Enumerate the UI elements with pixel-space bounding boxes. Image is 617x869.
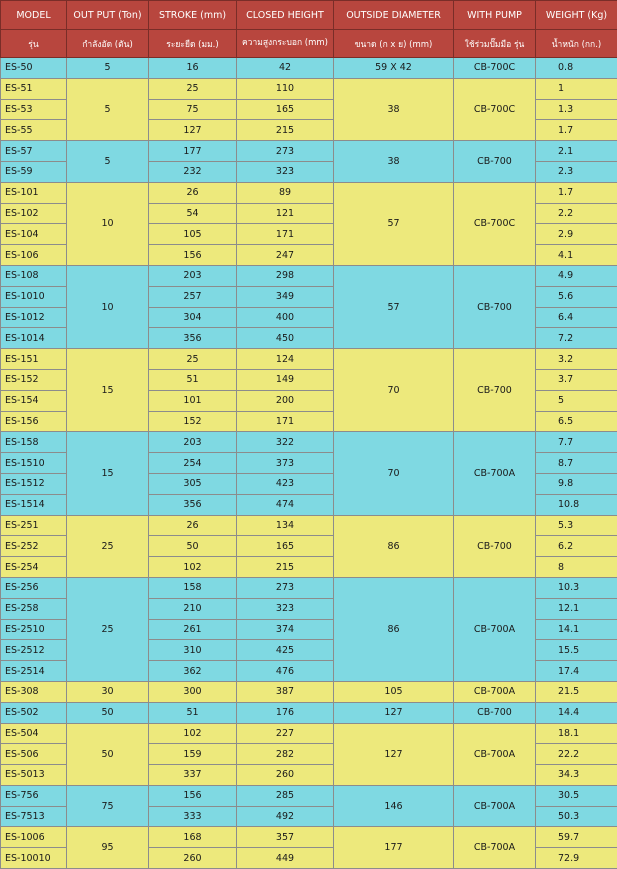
cell-outside-diameter: 57 bbox=[334, 182, 454, 265]
cell-closed-height: 450 bbox=[237, 328, 334, 349]
cell-model: ES-502 bbox=[1, 702, 67, 723]
cell-closed-height: 200 bbox=[237, 390, 334, 411]
cell-with-pump: CB-700 bbox=[454, 265, 536, 348]
table-row bbox=[1, 265, 617, 286]
cell-stroke: 333 bbox=[149, 806, 237, 827]
cell-weight: 1.7 bbox=[536, 182, 617, 203]
cell-stroke: 304 bbox=[149, 307, 237, 328]
cell-weight: 14.1 bbox=[536, 619, 617, 640]
header-stroke: STROKE (mm) bbox=[149, 1, 237, 30]
cell-output: 5 bbox=[67, 141, 149, 183]
cell-stroke: 356 bbox=[149, 494, 237, 515]
cell-closed-height: 322 bbox=[237, 432, 334, 453]
cell-closed-height: 171 bbox=[237, 224, 334, 245]
cell-stroke: 156 bbox=[149, 245, 237, 266]
cell-model: ES-59 bbox=[1, 161, 67, 182]
cell-closed-height: 171 bbox=[237, 411, 334, 432]
cell-weight: 2.9 bbox=[536, 224, 617, 245]
cell-model: ES-104 bbox=[1, 224, 67, 245]
cell-with-pump: CB-700A bbox=[454, 681, 536, 702]
cell-weight: 1.7 bbox=[536, 120, 617, 141]
cell-outside-diameter: 105 bbox=[334, 681, 454, 702]
cell-with-pump: CB-700A bbox=[454, 723, 536, 785]
subheader-stroke: ระยะยืด (มม.) bbox=[149, 30, 237, 58]
cell-closed-height: 323 bbox=[237, 161, 334, 182]
cell-weight: 4.9 bbox=[536, 265, 617, 286]
cell-weight: 10.3 bbox=[536, 577, 617, 598]
cell-output: 50 bbox=[67, 723, 149, 785]
cell-stroke: 75 bbox=[149, 99, 237, 120]
table-row bbox=[1, 78, 617, 99]
cell-weight: 8 bbox=[536, 557, 617, 578]
cell-weight: 1 bbox=[536, 78, 617, 99]
cell-outside-diameter: 57 bbox=[334, 265, 454, 348]
cell-stroke: 51 bbox=[149, 702, 237, 723]
cell-stroke: 25 bbox=[149, 78, 237, 99]
cell-model: ES-1510 bbox=[1, 453, 67, 474]
table-body bbox=[1, 58, 617, 869]
cell-closed-height: 387 bbox=[237, 681, 334, 702]
cell-model: ES-2514 bbox=[1, 661, 67, 682]
cell-stroke: 16 bbox=[149, 58, 237, 79]
cell-closed-height: 260 bbox=[237, 765, 334, 786]
cell-weight: 72.9 bbox=[536, 848, 617, 869]
cell-outside-diameter: 86 bbox=[334, 515, 454, 577]
cell-model: ES-55 bbox=[1, 120, 67, 141]
cell-with-pump: CB-700A bbox=[454, 785, 536, 827]
header-row-thai bbox=[1, 30, 617, 58]
cell-stroke: 54 bbox=[149, 203, 237, 224]
table-row bbox=[1, 515, 617, 536]
cell-with-pump: CB-700A bbox=[454, 827, 536, 869]
cell-closed-height: 282 bbox=[237, 744, 334, 765]
cell-stroke: 260 bbox=[149, 848, 237, 869]
subheader-with-pump: ใช้ร่วมปั๊มมือ รุ่น bbox=[454, 30, 536, 58]
cell-closed-height: 476 bbox=[237, 661, 334, 682]
cell-closed-height: 110 bbox=[237, 78, 334, 99]
cell-weight: 4.1 bbox=[536, 245, 617, 266]
cell-stroke: 203 bbox=[149, 432, 237, 453]
cell-stroke: 177 bbox=[149, 141, 237, 162]
cell-weight: 5 bbox=[536, 390, 617, 411]
cell-closed-height: 425 bbox=[237, 640, 334, 661]
cell-model: ES-154 bbox=[1, 390, 67, 411]
table-row bbox=[1, 702, 617, 723]
header-closed-height: CLOSED HEIGHT bbox=[237, 1, 334, 30]
cell-closed-height: 227 bbox=[237, 723, 334, 744]
cell-model: ES-10010 bbox=[1, 848, 67, 869]
cell-weight: 6.4 bbox=[536, 307, 617, 328]
header-weight: WEIGHT (Kg) bbox=[536, 1, 617, 30]
cell-weight: 7.2 bbox=[536, 328, 617, 349]
cell-stroke: 261 bbox=[149, 619, 237, 640]
cell-with-pump: CB-700A bbox=[454, 432, 536, 515]
cell-closed-height: 492 bbox=[237, 806, 334, 827]
cell-closed-height: 323 bbox=[237, 598, 334, 619]
cell-model: ES-50 bbox=[1, 58, 67, 79]
cell-weight: 18.1 bbox=[536, 723, 617, 744]
cell-stroke: 127 bbox=[149, 120, 237, 141]
cell-stroke: 305 bbox=[149, 473, 237, 494]
cell-closed-height: 149 bbox=[237, 369, 334, 390]
table-row bbox=[1, 827, 617, 848]
cell-stroke: 102 bbox=[149, 723, 237, 744]
cell-model: ES-251 bbox=[1, 515, 67, 536]
cell-stroke: 159 bbox=[149, 744, 237, 765]
cell-model: ES-252 bbox=[1, 536, 67, 557]
table-header bbox=[1, 1, 617, 58]
cell-model: ES-102 bbox=[1, 203, 67, 224]
cell-closed-height: 89 bbox=[237, 182, 334, 203]
table-row bbox=[1, 58, 617, 79]
cell-weight: 10.8 bbox=[536, 494, 617, 515]
cell-output: 95 bbox=[67, 827, 149, 869]
cell-stroke: 25 bbox=[149, 349, 237, 370]
cell-outside-diameter: 38 bbox=[334, 141, 454, 183]
cell-output: 30 bbox=[67, 681, 149, 702]
cell-closed-height: 215 bbox=[237, 120, 334, 141]
cell-output: 5 bbox=[67, 78, 149, 140]
cell-weight: 6.5 bbox=[536, 411, 617, 432]
cell-with-pump: CB-700 bbox=[454, 702, 536, 723]
subheader-weight: น้ำหนัก (กก.) bbox=[536, 30, 617, 58]
cell-output: 50 bbox=[67, 702, 149, 723]
cell-stroke: 158 bbox=[149, 577, 237, 598]
subheader-closed-height: ความสูงกระบอก (mm) bbox=[237, 30, 334, 58]
cell-stroke: 257 bbox=[149, 286, 237, 307]
table-row bbox=[1, 681, 617, 702]
cell-weight: 2.3 bbox=[536, 161, 617, 182]
cell-with-pump: CB-700C bbox=[454, 78, 536, 140]
cell-closed-height: 42 bbox=[237, 58, 334, 79]
cell-outside-diameter: 127 bbox=[334, 702, 454, 723]
cell-stroke: 101 bbox=[149, 390, 237, 411]
header-row-english bbox=[1, 1, 617, 30]
subheader-output: กำลังอัด (ตัน) bbox=[67, 30, 149, 58]
cell-stroke: 102 bbox=[149, 557, 237, 578]
cell-with-pump: CB-700C bbox=[454, 182, 536, 265]
cell-weight: 8.7 bbox=[536, 453, 617, 474]
cell-model: ES-308 bbox=[1, 681, 67, 702]
cell-model: ES-1012 bbox=[1, 307, 67, 328]
cell-closed-height: 357 bbox=[237, 827, 334, 848]
cell-model: ES-5013 bbox=[1, 765, 67, 786]
table-row bbox=[1, 577, 617, 598]
cell-outside-diameter: 146 bbox=[334, 785, 454, 827]
cell-model: ES-158 bbox=[1, 432, 67, 453]
cell-model: ES-256 bbox=[1, 577, 67, 598]
cell-weight: 50.3 bbox=[536, 806, 617, 827]
cell-weight: 21.5 bbox=[536, 681, 617, 702]
table-row bbox=[1, 785, 617, 806]
cell-model: ES-101 bbox=[1, 182, 67, 203]
header-model: MODEL bbox=[1, 1, 67, 30]
cell-model: ES-258 bbox=[1, 598, 67, 619]
cell-closed-height: 474 bbox=[237, 494, 334, 515]
cell-output: 10 bbox=[67, 182, 149, 265]
cell-outside-diameter: 59 X 42 bbox=[334, 58, 454, 79]
header-output: OUT PUT (Ton) bbox=[67, 1, 149, 30]
cell-closed-height: 165 bbox=[237, 536, 334, 557]
cell-output: 25 bbox=[67, 577, 149, 681]
cell-model: ES-152 bbox=[1, 369, 67, 390]
cell-closed-height: 176 bbox=[237, 702, 334, 723]
header-with-pump: WITH PUMP bbox=[454, 1, 536, 30]
cell-weight: 2.2 bbox=[536, 203, 617, 224]
cell-stroke: 232 bbox=[149, 161, 237, 182]
cell-model: ES-2510 bbox=[1, 619, 67, 640]
cell-weight: 14.4 bbox=[536, 702, 617, 723]
table-row bbox=[1, 182, 617, 203]
cell-stroke: 310 bbox=[149, 640, 237, 661]
cell-closed-height: 349 bbox=[237, 286, 334, 307]
cell-stroke: 203 bbox=[149, 265, 237, 286]
cell-stroke: 210 bbox=[149, 598, 237, 619]
cell-weight: 3.7 bbox=[536, 369, 617, 390]
cell-model: ES-156 bbox=[1, 411, 67, 432]
cell-outside-diameter: 38 bbox=[334, 78, 454, 140]
cell-outside-diameter: 127 bbox=[334, 723, 454, 785]
cell-stroke: 50 bbox=[149, 536, 237, 557]
cell-model: ES-506 bbox=[1, 744, 67, 765]
cell-stroke: 26 bbox=[149, 182, 237, 203]
cell-model: ES-7513 bbox=[1, 806, 67, 827]
cell-closed-height: 165 bbox=[237, 99, 334, 120]
cell-output: 15 bbox=[67, 349, 149, 432]
cell-stroke: 362 bbox=[149, 661, 237, 682]
cell-weight: 5.3 bbox=[536, 515, 617, 536]
header-outside-diameter: OUTSIDE DIAMETER bbox=[334, 1, 454, 30]
cell-model: ES-1514 bbox=[1, 494, 67, 515]
cell-closed-height: 215 bbox=[237, 557, 334, 578]
cell-output: 25 bbox=[67, 515, 149, 577]
cell-stroke: 300 bbox=[149, 681, 237, 702]
cell-output: 10 bbox=[67, 265, 149, 348]
cell-closed-height: 423 bbox=[237, 473, 334, 494]
cell-model: ES-151 bbox=[1, 349, 67, 370]
cell-model: ES-57 bbox=[1, 141, 67, 162]
table-row bbox=[1, 432, 617, 453]
cell-weight: 7.7 bbox=[536, 432, 617, 453]
cell-weight: 6.2 bbox=[536, 536, 617, 557]
cell-model: ES-53 bbox=[1, 99, 67, 120]
cell-weight: 0.8 bbox=[536, 58, 617, 79]
cell-stroke: 105 bbox=[149, 224, 237, 245]
cell-weight: 22.2 bbox=[536, 744, 617, 765]
cell-output: 5 bbox=[67, 58, 149, 79]
cell-model: ES-1010 bbox=[1, 286, 67, 307]
cell-weight: 34.3 bbox=[536, 765, 617, 786]
cell-closed-height: 400 bbox=[237, 307, 334, 328]
cell-closed-height: 285 bbox=[237, 785, 334, 806]
cell-with-pump: CB-700C bbox=[454, 58, 536, 79]
cell-closed-height: 124 bbox=[237, 349, 334, 370]
cell-outside-diameter: 177 bbox=[334, 827, 454, 869]
cell-stroke: 356 bbox=[149, 328, 237, 349]
cell-closed-height: 374 bbox=[237, 619, 334, 640]
cell-closed-height: 273 bbox=[237, 577, 334, 598]
cell-weight: 59.7 bbox=[536, 827, 617, 848]
table-row bbox=[1, 349, 617, 370]
cell-closed-height: 134 bbox=[237, 515, 334, 536]
cell-weight: 15.5 bbox=[536, 640, 617, 661]
cell-with-pump: CB-700 bbox=[454, 141, 536, 183]
cell-outside-diameter: 70 bbox=[334, 349, 454, 432]
cell-model: ES-504 bbox=[1, 723, 67, 744]
cell-closed-height: 449 bbox=[237, 848, 334, 869]
cell-outside-diameter: 86 bbox=[334, 577, 454, 681]
cell-model: ES-106 bbox=[1, 245, 67, 266]
cell-model: ES-2512 bbox=[1, 640, 67, 661]
cell-stroke: 51 bbox=[149, 369, 237, 390]
cell-weight: 2.1 bbox=[536, 141, 617, 162]
cell-closed-height: 121 bbox=[237, 203, 334, 224]
cell-stroke: 152 bbox=[149, 411, 237, 432]
cell-model: ES-108 bbox=[1, 265, 67, 286]
cell-stroke: 254 bbox=[149, 453, 237, 474]
cell-outside-diameter: 70 bbox=[334, 432, 454, 515]
cell-model: ES-1512 bbox=[1, 473, 67, 494]
cell-stroke: 156 bbox=[149, 785, 237, 806]
cell-weight: 9.8 bbox=[536, 473, 617, 494]
cell-stroke: 168 bbox=[149, 827, 237, 848]
cell-weight: 1.3 bbox=[536, 99, 617, 120]
cell-with-pump: CB-700A bbox=[454, 577, 536, 681]
cell-model: ES-254 bbox=[1, 557, 67, 578]
cell-model: ES-1006 bbox=[1, 827, 67, 848]
cell-closed-height: 373 bbox=[237, 453, 334, 474]
cell-with-pump: CB-700 bbox=[454, 515, 536, 577]
cell-output: 15 bbox=[67, 432, 149, 515]
cell-output: 75 bbox=[67, 785, 149, 827]
cell-weight: 3.2 bbox=[536, 349, 617, 370]
cell-closed-height: 298 bbox=[237, 265, 334, 286]
cell-weight: 30.5 bbox=[536, 785, 617, 806]
cell-model: ES-756 bbox=[1, 785, 67, 806]
cell-closed-height: 273 bbox=[237, 141, 334, 162]
cell-weight: 17.4 bbox=[536, 661, 617, 682]
cell-weight: 12.1 bbox=[536, 598, 617, 619]
cell-model: ES-51 bbox=[1, 78, 67, 99]
table-row bbox=[1, 141, 617, 162]
cell-model: ES-1014 bbox=[1, 328, 67, 349]
cell-weight: 5.6 bbox=[536, 286, 617, 307]
subheader-outside-diameter: ขนาด (ก x ย) (mm) bbox=[334, 30, 454, 58]
table-row bbox=[1, 723, 617, 744]
cell-closed-height: 247 bbox=[237, 245, 334, 266]
subheader-model: รุ่น bbox=[1, 30, 67, 58]
cell-stroke: 26 bbox=[149, 515, 237, 536]
cell-stroke: 337 bbox=[149, 765, 237, 786]
cell-with-pump: CB-700 bbox=[454, 349, 536, 432]
